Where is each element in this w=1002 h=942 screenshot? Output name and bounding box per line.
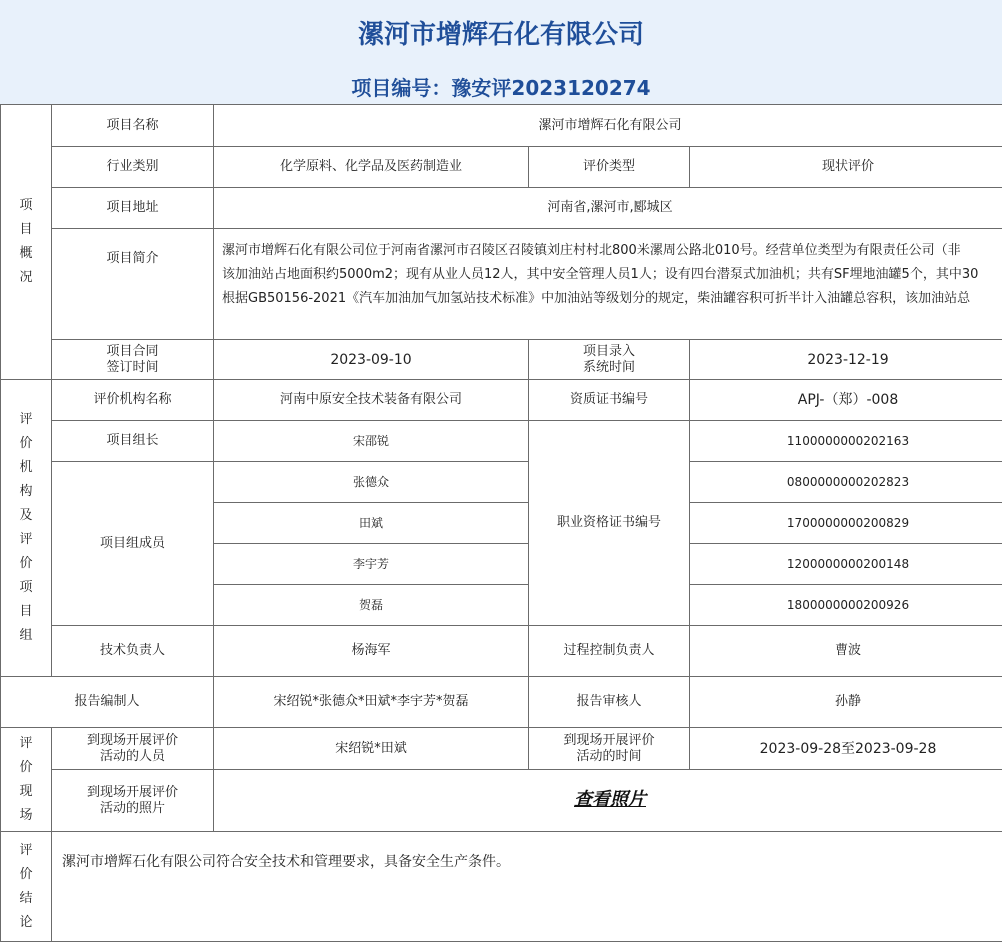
site-time-label-line: 活动的时间: [529, 749, 689, 765]
tech-lead-label: 技术负责人: [52, 626, 214, 677]
section-label-char: 项: [1, 194, 51, 218]
section-label-char: 价: [1, 432, 51, 456]
site-people-value: 宋绍锐*田斌: [214, 728, 529, 770]
contract-date-value: 2023-09-10: [214, 340, 529, 380]
site-photo-label-line: 活动的照片: [52, 801, 213, 817]
tech-lead-value: 杨海军: [214, 626, 529, 677]
cert-value: APJ-（郑）-008: [690, 380, 1002, 421]
members-label: 项目组成员: [52, 462, 214, 626]
member-name: 张德众: [214, 462, 529, 503]
section-label-char: 况: [1, 266, 51, 290]
section-label-char: 及: [1, 504, 51, 528]
intro-line: 根据GB50156-2021《汽车加油加气加氢站技术标准》中加油站等级划分的规定，柴油罐容积可折半计入油罐总容积，该加油站总: [222, 287, 1002, 311]
section-label-char: 价: [1, 552, 51, 576]
qual-number: 1200000000200148: [690, 544, 1002, 585]
qual-number: 1100000000202163: [690, 421, 1002, 462]
page-header: [0, 0, 1002, 105]
intro-label: 项目简介: [52, 229, 214, 340]
project-name-label: 项目名称: [52, 105, 214, 147]
section-label-char: 评: [1, 408, 51, 432]
section-label-char: 评: [1, 732, 51, 756]
eval-type-value: 现状评价: [690, 147, 1002, 188]
industry-label: 行业类别: [52, 147, 214, 188]
section-label-char: 目: [1, 600, 51, 624]
contract-time-label: [52, 340, 214, 380]
section-label-char: 评: [1, 839, 51, 863]
entry-label-line: 项目录入: [529, 344, 689, 360]
section-label-overview-text: [1, 194, 51, 290]
member-name: 李宇芳: [214, 544, 529, 585]
agency-label: 评价机构名称: [52, 380, 214, 421]
cert-label: 资质证书编号: [529, 380, 690, 421]
member-name: 田斌: [214, 503, 529, 544]
process-lead-value: 曹波: [690, 626, 1002, 677]
site-people-label-line: 活动的人员: [52, 749, 213, 765]
section-label-conclusion-text: [1, 839, 51, 935]
project-info-table: [0, 104, 1002, 942]
section-label-char: 结: [1, 887, 51, 911]
entry-time-label: [529, 340, 690, 380]
intro-line: 该加油站占地面积约5000m2；现有从业人员12人，其中安全管理人员1人；设有四台潜泵式加油机；共有SF埋地油罐5个，其中30: [222, 263, 1002, 287]
entry-date-value: 2023-12-19: [690, 340, 1002, 380]
section-label-char: 组: [1, 624, 51, 648]
address-label: 项目地址: [52, 188, 214, 229]
contract-label-line: 项目合同: [52, 344, 213, 360]
qual-number: 1700000000200829: [690, 503, 1002, 544]
report-authors-value: 宋绍锐*张德众*田斌*李宇芳*贺磊: [214, 677, 529, 728]
site-people-label: [52, 728, 214, 770]
section-label-overview: [1, 105, 52, 380]
leader-value: 宋邵锐: [214, 421, 529, 462]
leader-label: 项目组长: [52, 421, 214, 462]
report-author-label: 报告编制人: [1, 677, 214, 728]
intro-line: 漯河市增辉石化有限公司位于河南省漯河市召陵区召陵镇刘庄村村北800米漯周公路北010号。经营单位类型为有限责任公司（非: [222, 239, 1002, 263]
site-people-label-line: 到现场开展评价: [52, 733, 213, 749]
section-label-char: 项: [1, 576, 51, 600]
qual-number: 1800000000200926: [690, 585, 1002, 626]
report-reviewer-value: 孙静: [690, 677, 1002, 728]
section-label-org: [1, 380, 52, 677]
process-lead-label: 过程控制负责人: [529, 626, 690, 677]
site-photo-cell: [214, 770, 1002, 832]
agency-value: 河南中原安全技术装备有限公司: [214, 380, 529, 421]
report-reviewer-label: 报告审核人: [529, 677, 690, 728]
site-photo-label-line: 到现场开展评价: [52, 785, 213, 801]
section-label-char: 评: [1, 528, 51, 552]
section-label-site-text: [1, 732, 51, 828]
site-time-label-line: 到现场开展评价: [529, 733, 689, 749]
section-label-char: 概: [1, 242, 51, 266]
industry-value: 化学原料、化学品及医药制造业: [214, 147, 529, 188]
section-label-char: 机: [1, 456, 51, 480]
site-photo-label: [52, 770, 214, 832]
section-label-org-text: [1, 408, 51, 648]
section-label-char: 论: [1, 911, 51, 935]
entry-label-line: 系统时间: [529, 360, 689, 376]
eval-type-label: 评价类型: [529, 147, 690, 188]
member-name: 贺磊: [214, 585, 529, 626]
project-name-value: 漯河市增辉石化有限公司: [214, 105, 1002, 147]
view-photos-link[interactable]: 查看照片: [574, 789, 646, 810]
section-label-char: 场: [1, 804, 51, 828]
section-label-char: 价: [1, 756, 51, 780]
qual-number: 0800000000202823: [690, 462, 1002, 503]
section-label-site: [1, 728, 52, 832]
section-label-conclusion: [1, 832, 52, 942]
section-label-char: 现: [1, 780, 51, 804]
site-time-label: [529, 728, 690, 770]
project-code: 项目编号：豫安评2023120274: [0, 72, 1002, 101]
company-title: 漯河市增辉石化有限公司: [0, 14, 1002, 51]
section-label-char: 价: [1, 863, 51, 887]
address-value: 河南省,漯河市,郾城区: [214, 188, 1002, 229]
conclusion-text: 漯河市增辉石化有限公司符合安全技术和管理要求，具备安全生产条件。: [52, 832, 1002, 942]
section-label-char: 目: [1, 218, 51, 242]
section-label-char: 构: [1, 480, 51, 504]
intro-value: [214, 229, 1002, 340]
site-time-value: 2023-09-28至2023-09-28: [690, 728, 1002, 770]
qual-label: 职业资格证书编号: [529, 421, 690, 626]
contract-label-line: 签订时间: [52, 360, 213, 376]
